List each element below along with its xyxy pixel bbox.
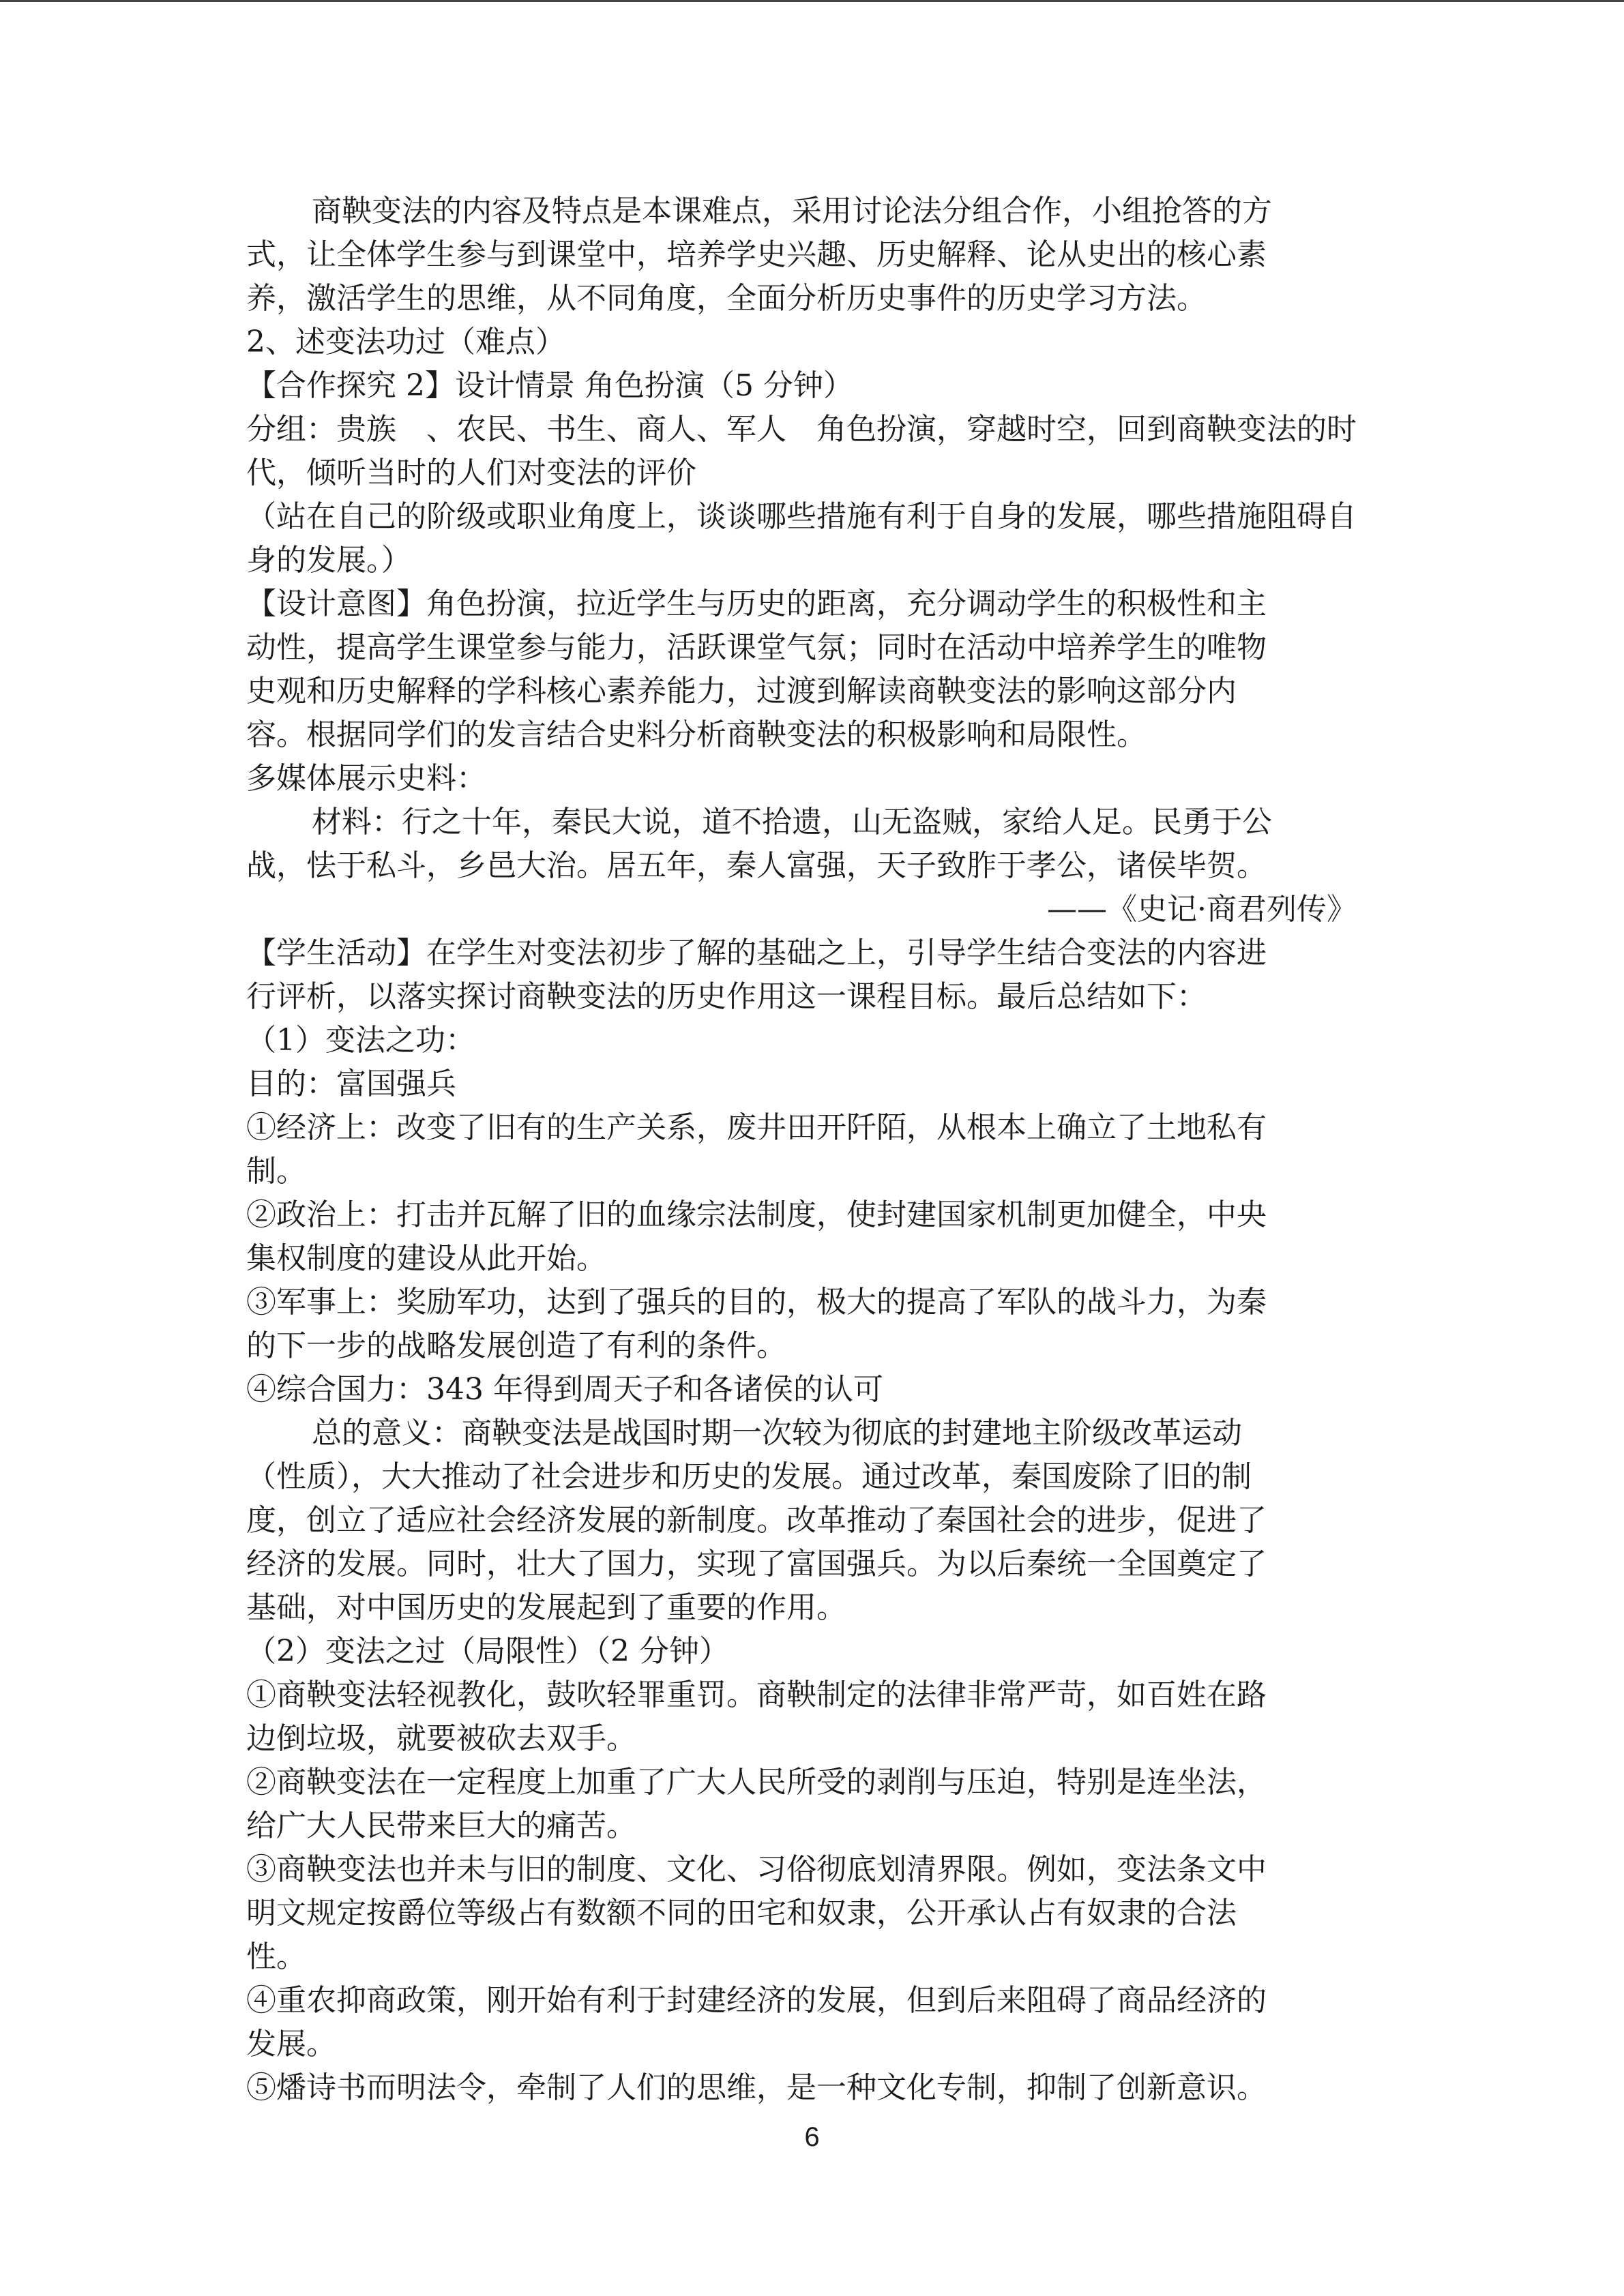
paragraph-line: 动性，提高学生课堂参与能力，活跃课堂气氛；同时在活动中培养学生的唯物 <box>246 630 1267 665</box>
subsection-heading: （1）变法之功： <box>246 1023 475 1058</box>
quote-source: ——《史记·商君列传》 <box>1047 892 1357 927</box>
quote-line: 战，怯于私斗，乡邑大治。居五年，秦人富强，天子致胙于孝公，诸侯毕贺。 <box>246 848 1267 883</box>
paragraph-line: 多媒体展示史料： <box>246 761 486 796</box>
list-item: 边倒垃圾，就要被砍去双手。 <box>246 1721 636 1756</box>
paragraph-line: 目的：富国强兵 <box>246 1067 456 1101</box>
list-item: 的下一步的战略发展创造了有利的条件。 <box>246 1328 786 1363</box>
body-text <box>246 190 1378 2110</box>
paragraph-line: 基础，对中国历史的发展起到了重要的作用。 <box>246 1590 846 1625</box>
list-item: ③军事上：奖励军功，达到了强兵的目的，极大的提高了军队的战斗力，为秦 <box>246 1285 1267 1320</box>
list-item: ①商鞅变法轻视教化，鼓吹轻罪重罚。商鞅制定的法律非常严苛，如百姓在路 <box>246 1678 1267 1712</box>
top-border <box>0 0 1624 2</box>
paragraph-line: 身的发展。） <box>246 543 411 578</box>
paragraph-line: 度，创立了适应社会经济发展的新制度。改革推动了秦国社会的进步，促进了 <box>246 1503 1267 1538</box>
list-item: 制。 <box>246 1154 306 1189</box>
list-item: 发展。 <box>246 2027 336 2061</box>
paragraph-line: 商鞅变法的内容及特点是本课难点，采用讨论法分组合作，小组抢答的方 <box>312 194 1272 228</box>
list-item: 性。 <box>246 1939 306 1974</box>
list-item: ①经济上：改变了旧有的生产关系，废井田开阡陌，从根本上确立了土地私有 <box>246 1110 1267 1145</box>
paragraph-line: （站在自己的阶级或职业角度上，谈谈哪些措施有利于自身的发展，哪些措施阻碍自 <box>246 499 1357 534</box>
activity-heading: 【合作探究 2】设计情景 角色扮演（5 分钟） <box>246 368 853 403</box>
design-intent-line: 【设计意图】角色扮演，拉近学生与历史的距离，充分调动学生的积极性和主 <box>246 586 1267 621</box>
paragraph-line: 史观和历史解释的学科核心素养能力，过渡到解读商鞅变法的影响这部分内 <box>246 674 1237 709</box>
list-item: 给广大人民带来巨大的痛苦。 <box>246 1808 636 1843</box>
paragraph-line: 经济的发展。同时，壮大了国力，实现了富国强兵。为以后秦统一全国奠定了 <box>246 1547 1267 1581</box>
paragraph-line: 养，激活学生的思维，从不同角度，全面分析历史事件的历史学习方法。 <box>246 281 1207 316</box>
quote-line: 材料：行之十年，秦民大说，道不拾遗，山无盗贼，家给人足。民勇于公 <box>312 805 1272 839</box>
paragraph-line: 式，让全体学生参与到课堂中，培养学史兴趣、历史解释、论从史出的核心素 <box>246 237 1267 272</box>
list-item: 集权制度的建设从此开始。 <box>246 1241 606 1276</box>
paragraph-line: 总的意义：商鞅变法是战国时期一次较为彻底的封建地主阶级改革运动 <box>312 1416 1242 1450</box>
list-item: ④综合国力：343 年得到周天子和各诸侯的认可 <box>246 1372 883 1407</box>
paragraph-line: 行评析，以落实探讨商鞅变法的历史作用这一课程目标。最后总结如下： <box>246 979 1207 1014</box>
list-item: ⑤燔诗书而明法令，牵制了人们的思维，是一种文化专制，抑制了创新意识。 <box>246 2070 1267 2105</box>
list-item: 明文规定按爵位等级占有数额不同的田宅和奴隶，公开承认占有奴隶的合法 <box>246 1896 1237 1930</box>
list-item: ②政治上：打击并瓦解了旧的血缘宗法制度，使封建国家机制更加健全，中央 <box>246 1197 1267 1232</box>
paragraph-line: （性质），大大推动了社会进步和历史的发展。通过改革，秦国废除了旧的制 <box>246 1459 1252 1494</box>
list-item: ②商鞅变法在一定程度上加重了广大人民所受的剥削与压迫，特别是连坐法， <box>246 1765 1267 1800</box>
list-item: ④重农抑商政策，刚开始有利于封建经济的发展，但到后来阻碍了商品经济的 <box>246 1983 1267 2018</box>
paragraph-line: 容。根据同学们的发言结合史料分析商鞅变法的积极影响和局限性。 <box>246 717 1147 752</box>
subsection-heading: （2）变法之过（局限性）（2 分钟） <box>246 1634 729 1669</box>
student-activity-line: 【学生活动】在学生对变法初步了解的基础之上，引导学生结合变法的内容进 <box>246 936 1267 970</box>
paragraph-line: 分组：贵族 、农民、书生、商人、军人 角色扮演，穿越时空，回到商鞅变法的时 <box>246 412 1357 447</box>
page-number: 6 <box>804 2122 820 2152</box>
section-heading: 2、述变法功过（难点） <box>246 325 565 359</box>
list-item: ③商鞅变法也并未与旧的制度、文化、习俗彻底划清界限。例如，变法条文中 <box>246 1852 1267 1887</box>
paragraph-line: 代，倾听当时的人们对变法的评价 <box>246 456 696 490</box>
